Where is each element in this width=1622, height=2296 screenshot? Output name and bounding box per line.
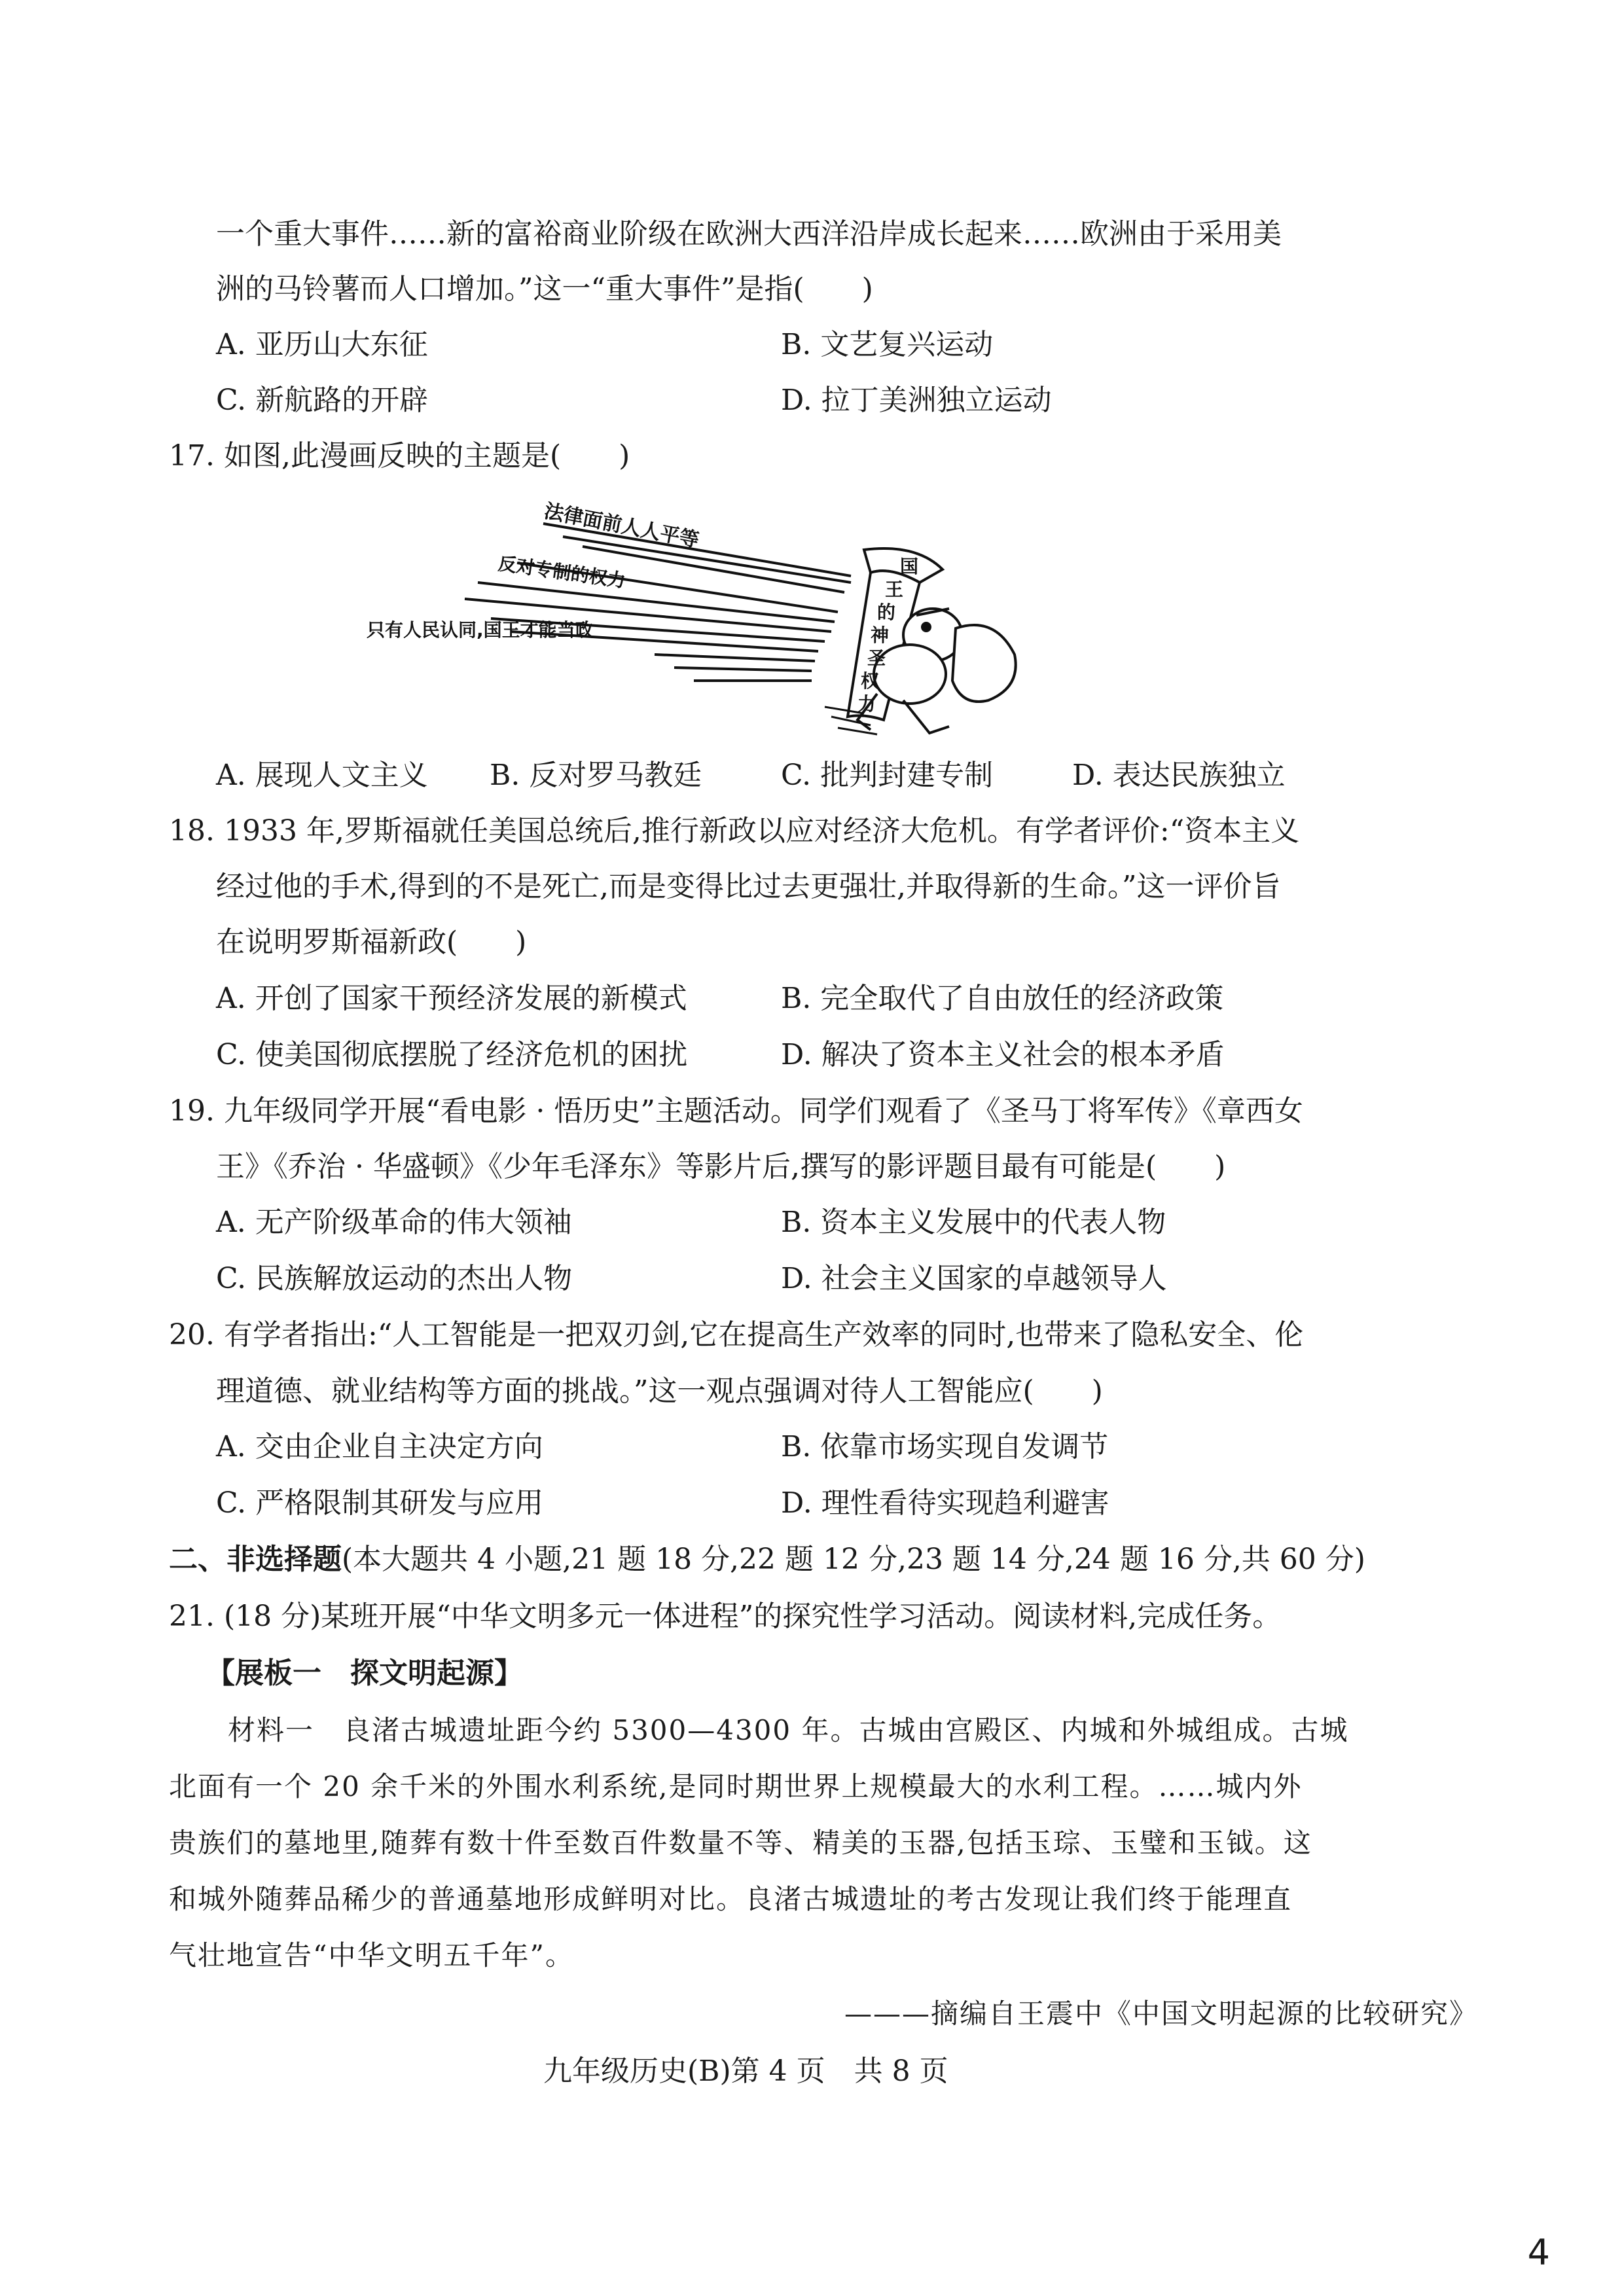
q18-stem-line2: 经过他的手术,得到的不是死亡,而是变得比过去更强壮,并取得新的生命。”这一评价旨 xyxy=(216,870,1281,903)
page-number: 4 xyxy=(1527,2232,1550,2273)
shield-char-5: 圣 xyxy=(867,647,886,669)
shield-char-3: 的 xyxy=(877,601,896,623)
q20-option-c: C. 严格限制其研发与应用 xyxy=(216,1486,544,1520)
panel-one-title: 【展板一 探文明起源】 xyxy=(206,1657,523,1690)
q18-stem-line1: 18. 1933 年,罗斯福就任美国总统后,推行新政以应对经济大危机。有学者评价:“资本主义 xyxy=(169,814,1300,848)
q17-stem: 17. 如图,此漫画反映的主题是( ) xyxy=(169,439,630,473)
q18-option-c: C. 使美国彻底摆脱了经济危机的困扰 xyxy=(216,1038,688,1071)
q17-option-c: C. 批判封建专制 xyxy=(781,759,994,792)
shield-char-6: 权 xyxy=(861,670,880,692)
cartoon-label-people-consent: 只有人民认同,国王才能当政 xyxy=(367,619,594,641)
cartoon-label-anti-autocracy: 反对专制的权力 xyxy=(497,552,627,592)
material-one-line1: 材料一 良渚古城遗址距今约 5300—4300 年。古城由宫殿区、内城和外城组成。古城 xyxy=(228,1714,1349,1746)
q20-stem-line2: 理道德、就业结构等方面的挑战。”这一观点强调对待人工智能应( ) xyxy=(216,1374,1103,1408)
material-one-line2: 北面有一个 20 余千米的外围水利系统,是同时期世界上规模最大的水利工程。……城内外 xyxy=(169,1770,1303,1803)
q18-stem-line3: 在说明罗斯福新政( ) xyxy=(216,925,527,959)
q16-option-a: A. 亚历山大东征 xyxy=(216,328,428,361)
q18-option-d: D. 解决了资本主义社会的根本矛盾 xyxy=(781,1038,1225,1071)
shield-char-2: 王 xyxy=(885,579,904,600)
q20-option-b: B. 依靠市场实现自发调节 xyxy=(781,1430,1109,1463)
cartoon-illustration xyxy=(367,484,1021,746)
q19-option-d: D. 社会主义国家的卓越领导人 xyxy=(781,1262,1167,1295)
shield-char-1: 国 xyxy=(900,556,919,577)
q18-option-b: B. 完全取代了自由放任的经济政策 xyxy=(781,982,1224,1015)
q20-option-a: A. 交由企业自主决定方向 xyxy=(216,1430,543,1463)
material-one-line5: 气壮地宣告“中华文明五千年”。 xyxy=(169,1939,574,1971)
section2-heading xyxy=(169,1540,1365,1579)
q16-stem-line2: 洲的马铃薯而人口增加。”这一“重大事件”是指( ) xyxy=(216,272,873,306)
material-one-line4: 和城外随葬品稀少的普通墓地形成鲜明对比。良渚古城遗址的考古发现让我们终于能理直 xyxy=(169,1883,1293,1915)
page-footer: 九年级历史(B)第 4 页 共 8 页 xyxy=(543,2054,948,2088)
q19-stem-line2: 王》《乔治 · 华盛顿》《少年毛泽东》等影片后,撰写的影评题目最有可能是( ) xyxy=(216,1150,1226,1183)
section2-note: (本大题共 4 小题,21 题 18 分,22 题 12 分,23 题 14 分,24 题 16 分,共 60 分) xyxy=(342,1543,1365,1576)
q20-option-d: D. 理性看待实现趋利避害 xyxy=(781,1486,1109,1520)
shield-char-7: 力 xyxy=(857,693,876,715)
q21-stem: 21. (18 分)某班开展“中华文明多元一体进程”的探究性学习活动。阅读材料,完成任务。 xyxy=(169,1600,1282,1633)
q20-stem-line1: 20. 有学者指出:“人工智能是一把双刃剑,它在提高生产效率的同时,也带来了隐私安全、伦 xyxy=(169,1318,1304,1352)
q17-option-b: B. 反对罗马教廷 xyxy=(490,759,702,792)
q19-option-c: C. 民族解放运动的杰出人物 xyxy=(216,1262,573,1295)
material-one-line3: 贵族们的墓地里,随葬有数十件至数百件数量不等、精美的玉器,包括玉琮、玉璧和玉钺。这 xyxy=(169,1827,1312,1859)
shield-char-4: 神 xyxy=(871,624,890,646)
q17-option-d: D. 表达民族独立 xyxy=(1072,759,1286,792)
q16-option-d: D. 拉丁美洲独立运动 xyxy=(781,384,1052,417)
cartoon-label-equality: 法律面前人人平等 xyxy=(542,499,701,552)
q19-option-b: B. 资本主义发展中的代表人物 xyxy=(781,1206,1166,1239)
q18-option-a: A. 开创了国家干预经济发展的新模式 xyxy=(216,982,687,1015)
q19-option-a: A. 无产阶级革命的伟大领袖 xyxy=(216,1206,572,1239)
q19-stem-line1: 19. 九年级同学开展“看电影 · 悟历史”主题活动。同学们观看了《圣马丁将军传》《章西女 xyxy=(169,1094,1303,1128)
q16-option-c: C. 新航路的开辟 xyxy=(216,384,429,417)
section2-title: 二、非选择题 xyxy=(169,1543,342,1576)
q16-option-b: B. 文艺复兴运动 xyxy=(781,328,994,361)
q17-option-a: A. 展现人文主义 xyxy=(216,759,428,792)
q16-stem-line1: 一个重大事件……新的富裕商业阶级在欧洲大西洋沿岸成长起来……欧洲由于采用美 xyxy=(216,217,1282,251)
material-one-source: ———摘编自王震中《中国文明起源的比较研究》 xyxy=(844,1998,1479,2030)
